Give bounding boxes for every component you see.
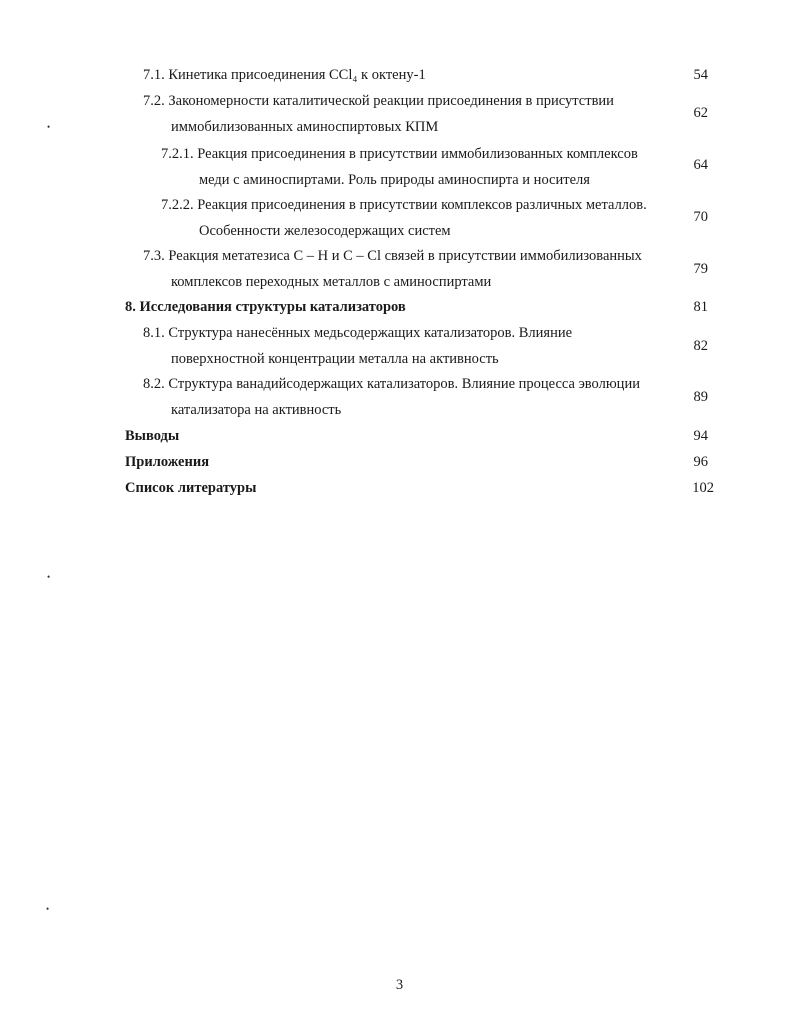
toc-entry-text: Выводы (125, 428, 180, 444)
toc-entry-page: 102 (692, 480, 714, 496)
toc-entry-text-continued: поверхностной концентрации металла на активность (171, 351, 499, 367)
toc-entry-page: 64 (693, 157, 708, 173)
toc-entry-text: Список литературы (125, 480, 257, 496)
toc-entry-text: 7.2.2. Реакция присоединения в присутствии комплексов различных металлов. (161, 197, 647, 213)
toc-entry-text-continued: меди с аминоспиртами. Роль природы аминоспирта и носителя (199, 172, 590, 188)
toc-entry-text: Приложения (125, 454, 210, 470)
toc-entry-page: 79 (693, 261, 708, 277)
scan-speck: • (47, 122, 51, 132)
scan-speck: • (47, 572, 51, 582)
toc-entry-text: 7.2.1. Реакция присоединения в присутствии иммобилизованных комплексов (161, 146, 638, 162)
toc-entry-text: 8. Исследования структуры катализаторов (125, 299, 406, 315)
toc-entry-page: 70 (693, 209, 708, 225)
toc-entry-page: 94 (693, 428, 708, 444)
toc-entry-text-continued: Особенности железосодержащих систем (199, 223, 451, 239)
toc-entry-text-continued: катализатора на активность (171, 402, 342, 418)
toc-entry-page: 54 (693, 67, 708, 83)
toc-entry-page: 82 (693, 338, 708, 354)
toc-entry-page: 89 (693, 389, 708, 405)
scan-speck: • (46, 904, 50, 914)
toc-entry-text-continued: комплексов переходных металлов с аминоспиртами (171, 274, 492, 290)
toc-entry-text: 7.1. Кинетика присоединения CCl₄ к октену-1 (143, 67, 426, 83)
toc-entry-page: 96 (693, 454, 708, 470)
toc-entry-text: 7.2. Закономерности каталитической реакции присоединения в присутствии (143, 93, 614, 109)
footer-page-number: 3 (395, 977, 404, 993)
toc-entry-text: 8.1. Структура нанесённых медьсодержащих катализаторов. Влияние (143, 325, 573, 341)
toc-entry-text: 7.3. Реакция метатезиса С – Н и С – Cl связей в присутствии иммобилизованных (143, 248, 642, 264)
toc-entry-page: 81 (693, 299, 708, 315)
toc-entry-page: 62 (693, 105, 708, 121)
toc-entry-text-continued: иммобилизованных аминоспиртовых КПМ (171, 119, 439, 135)
toc-entry-text: 8.2. Структура ванадийсодержащих катализаторов. Влияние процесса эволюции (143, 376, 640, 392)
